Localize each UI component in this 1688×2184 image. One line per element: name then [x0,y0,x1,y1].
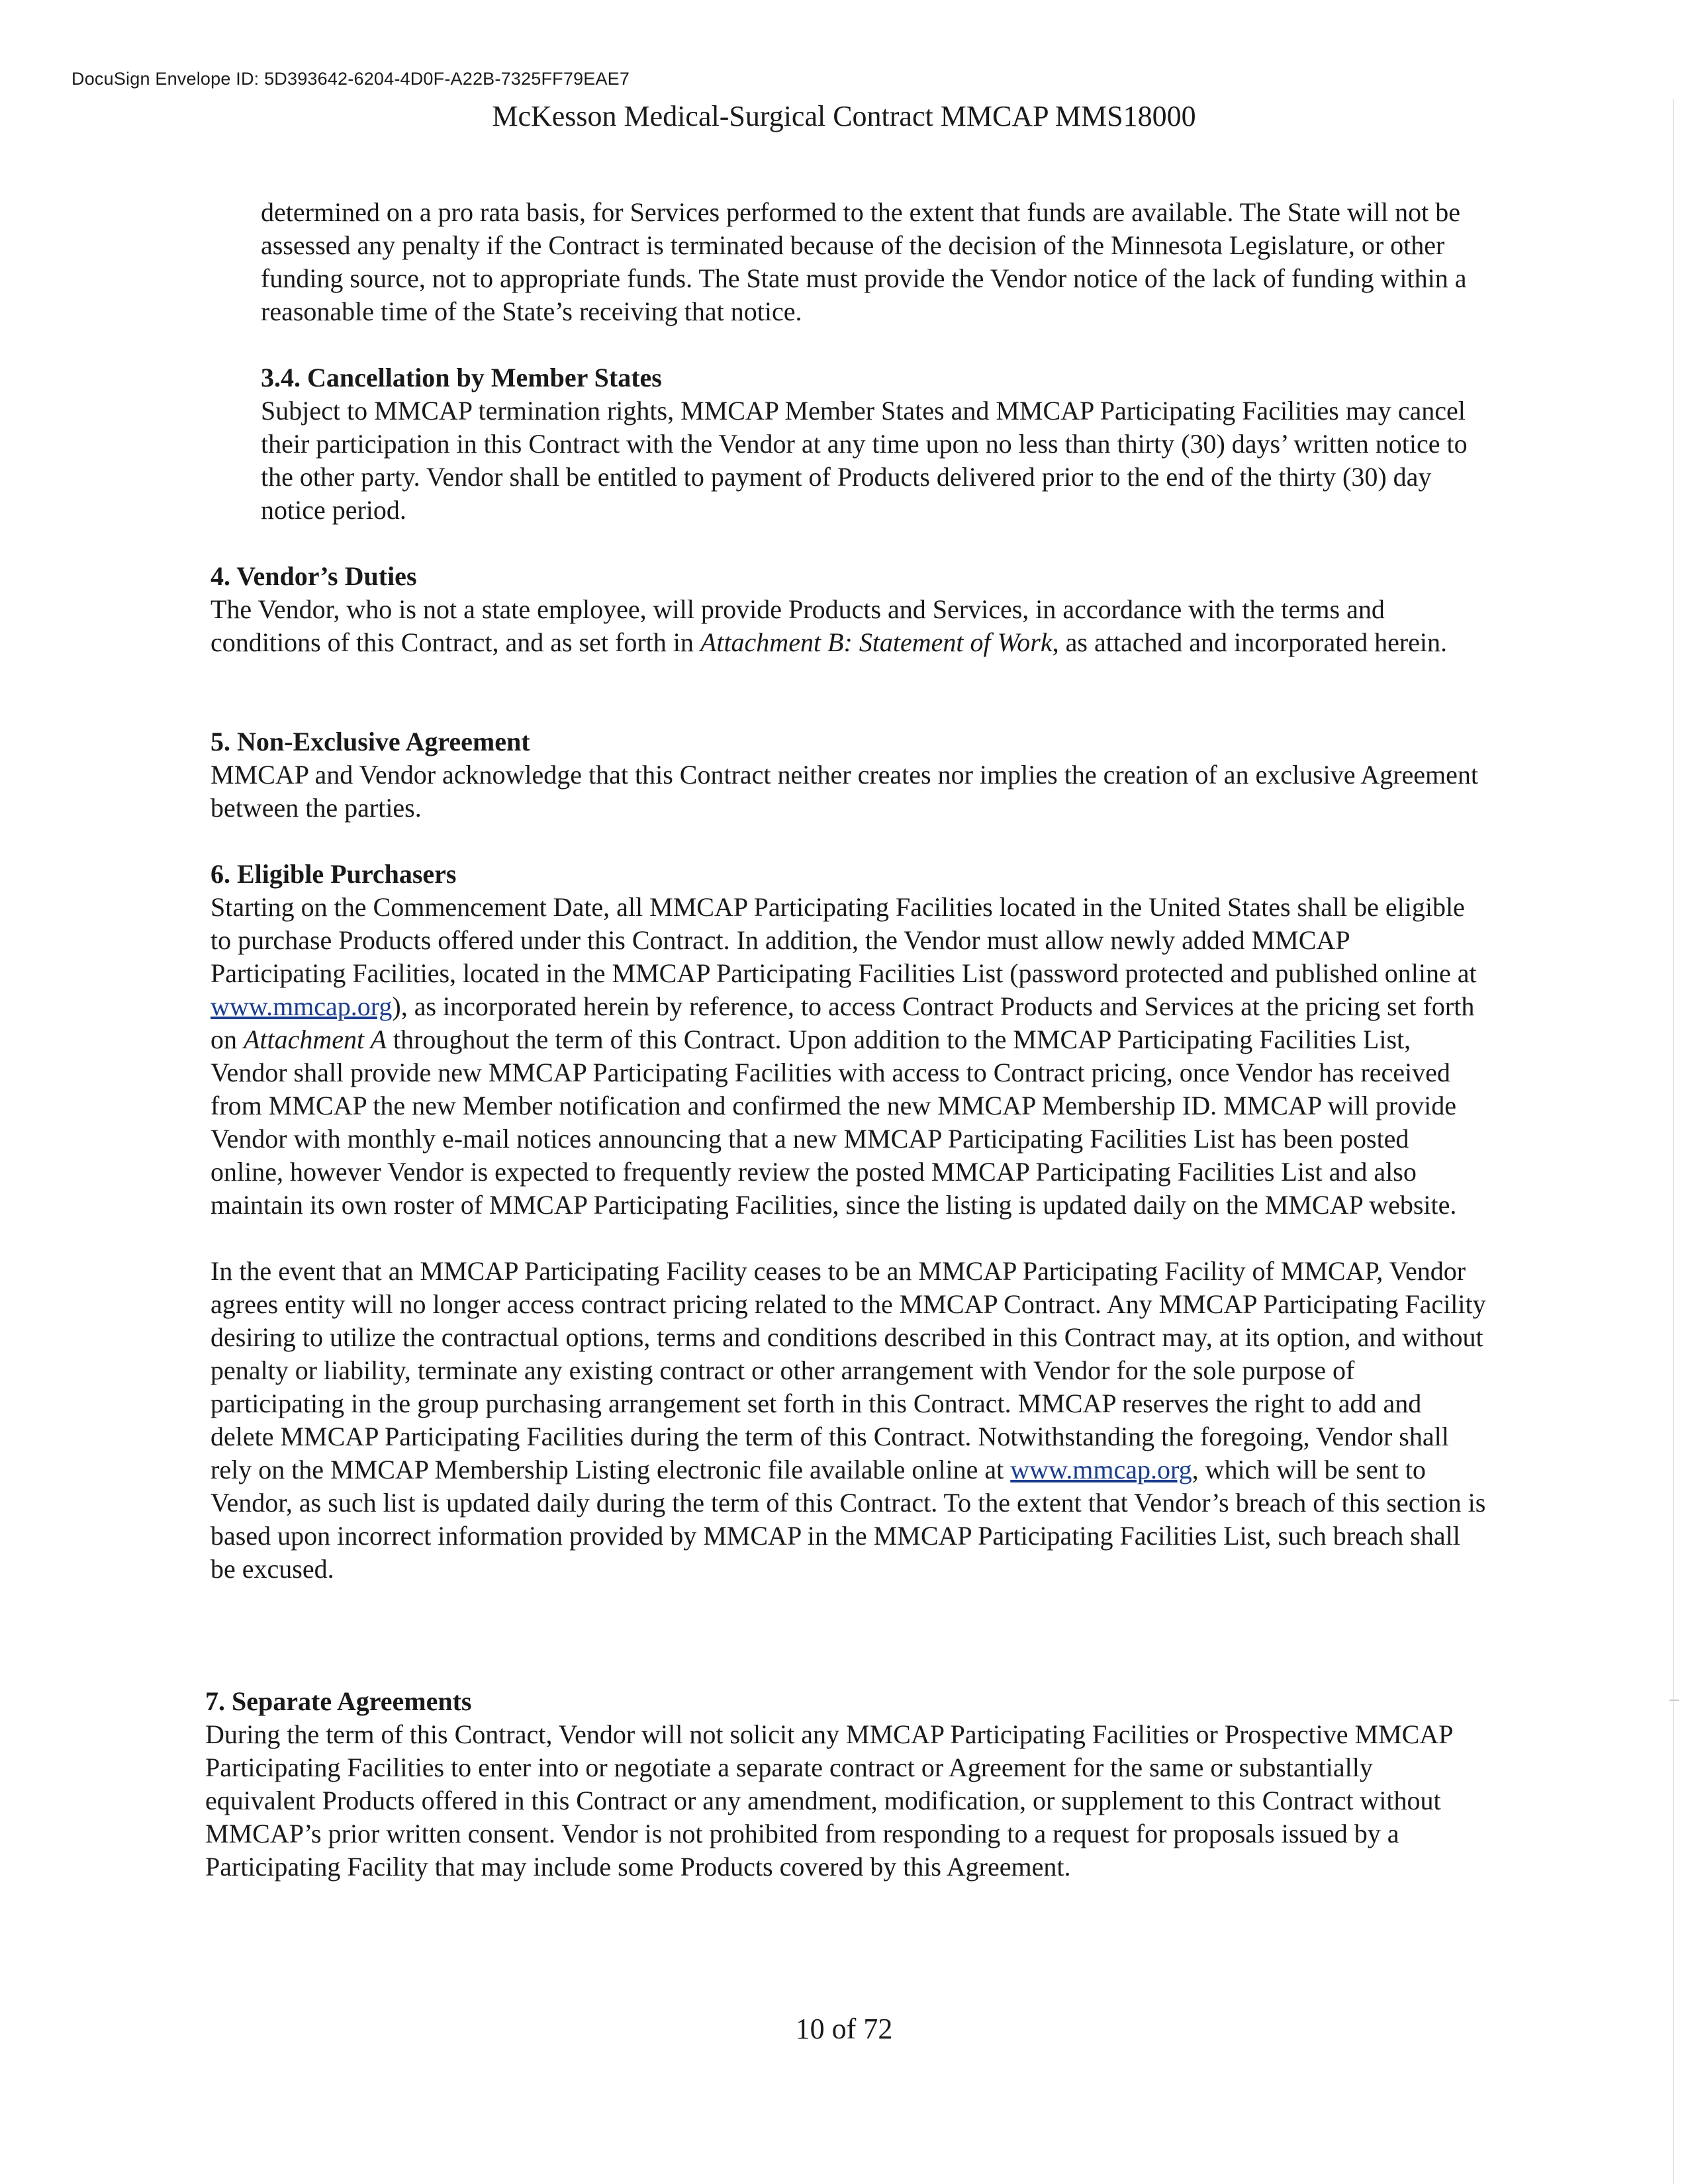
attachment-b-reference: Attachment B: Statement of Work [700,627,1053,657]
section-6-p2-text-2: , which will be sent to Vendor, as such list is updated daily during the term of this Contract. To the extent that Vendor’s breach of this section is based upon incorrect information provided by MMCAP in the MMCAP Participating Facilities List, such breach shall be excused. [211,1455,1486,1584]
section-5 [211,725,1487,825]
section-3-4-heading: 3.4. Cancellation by Member States [261,363,662,392]
section-4-body-end: , as attached and incorporated herein. [1052,627,1448,657]
section-4 [211,560,1487,659]
section-7-heading: 7. Separate Agreements [205,1686,472,1716]
section-6-p1-text: Starting on the Commencement Date, all MMCAP Participating Facilities located in the United States shall be eligible to purchase Products offered under this Contract. In addition, the Vendor must allow newly added MMCAP Participating Facilities, located in the MMCAP Participating Facilities List (password protected and published online at [211,892,1477,988]
section-6-heading: 6. Eligible Purchasers [211,859,457,889]
continuation-paragraph [261,196,1487,328]
section-4-heading: 4. Vendor’s Duties [211,561,417,591]
section-6-p2-text: In the event that an MMCAP Participating Facility ceases to be an MMCAP Participating Facility of MMCAP, Vendor agrees entity will no longer access contract pricing related to the MMCAP Contract. Any MMCAP Participating Facility desiring to utilize the contractual options, terms and conditions described in this Contract may, at its option, and without penalty or liability, terminate any existing contract or other arrangement with Vendor for the sole purpose of participating in the group purchasing arrangement set forth in this Contract. MMCAP reserves the right to add and delete MMCAP Participating Facilities during the term of this Contract. Notwithstanding the foregoing, Vendor shall rely on the MMCAP Membership Listing electronic file available online at [211,1256,1486,1484]
mmcap-website-link-2[interactable]: www.mmcap.org [1010,1455,1192,1484]
section-6-paragraph-1 [211,891,1487,1222]
section-4-body-text: The Vendor, who is not a state employee, will provide Products and Services, in accordance with the terms and conditions of this Contract, and as set forth in [211,594,1385,657]
section-6 [211,858,1487,1586]
contract-header: McKesson Medical-Surgical Contract MMCAP MMS18000 [492,100,1196,132]
section-6-paragraph-2 [211,1255,1487,1586]
section-6-p1-text-2: ), as incorporated herein by reference, to access Contract Products and Services at the pricing set forth on [211,991,1475,1054]
section-5-body: MMCAP and Vendor acknowledge that this Contract neither creates nor implies the creation of an exclusive Agreement between the parties. [211,760,1478,823]
scan-edge-line [1673,99,1674,2184]
section-7 [205,1685,1487,1884]
continuation-text: determined on a pro rata basis, for Services performed to the extent that funds are available. The State will not be assessed any penalty if the Contract is terminated because of the decision of the Minnesota Legislature, or other funding source, not to appropriate funds. The State must provide the Vendor notice of the lack of funding within a reasonable time of the State’s receiving that notice. [261,197,1467,326]
page-number: 10 of 72 [795,2013,893,2045]
section-6-p1-text-3: throughout the term of this Contract. Upon addition to the MMCAP Participating Facilities List, Vendor shall provide new MMCAP Participating Facilities with access to Contract pricing, once Vendor has received from MMCAP the new Member notification and confirmed the new MMCAP Membership ID. MMCAP will provide Vendor with monthly e-mail notices announcing that a new MMCAP Participating Facilities List has been posted online, however Vendor is expected to frequently review the posted MMCAP Participating Facilities List and also maintain its own roster of MMCAP Participating Facilities, since the listing is updated daily on the MMCAP website. [211,1024,1457,1220]
scan-edge-tick [1669,1700,1679,1701]
docusign-envelope-id: DocuSign Envelope ID: 5D393642-6204-4D0F-A22B-7325FF79EAE7 [71,69,630,89]
section-3-4 [261,361,1487,527]
section-7-body: During the term of this Contract, Vendor will not solicit any MMCAP Participating Facilities or Prospective MMCAP Participating Facilities to enter into or negotiate a separate contract or Agreement for the same or substantially equivalent Products offered in this Contract or any amendment, modification, or supplement to this Contract without MMCAP’s prior written consent. Vendor is not prohibited from responding to a request for proposals issued by a Participating Facility that may include some Products covered by this Agreement. [205,1719,1452,1882]
attachment-a-reference: Attachment A [244,1024,387,1054]
section-4-body [211,593,1487,659]
mmcap-website-link[interactable]: www.mmcap.org [211,991,393,1021]
section-3-4-body: Subject to MMCAP termination rights, MMCAP Member States and MMCAP Participating Facilities may cancel their participation in this Contract with the Vendor at any time upon no less than thirty (30) days’ written notice to the other party. Vendor shall be entitled to payment of Products delivered prior to the end of the thirty (30) day notice period. [261,396,1468,525]
section-5-heading: 5. Non-Exclusive Agreement [211,727,530,756]
